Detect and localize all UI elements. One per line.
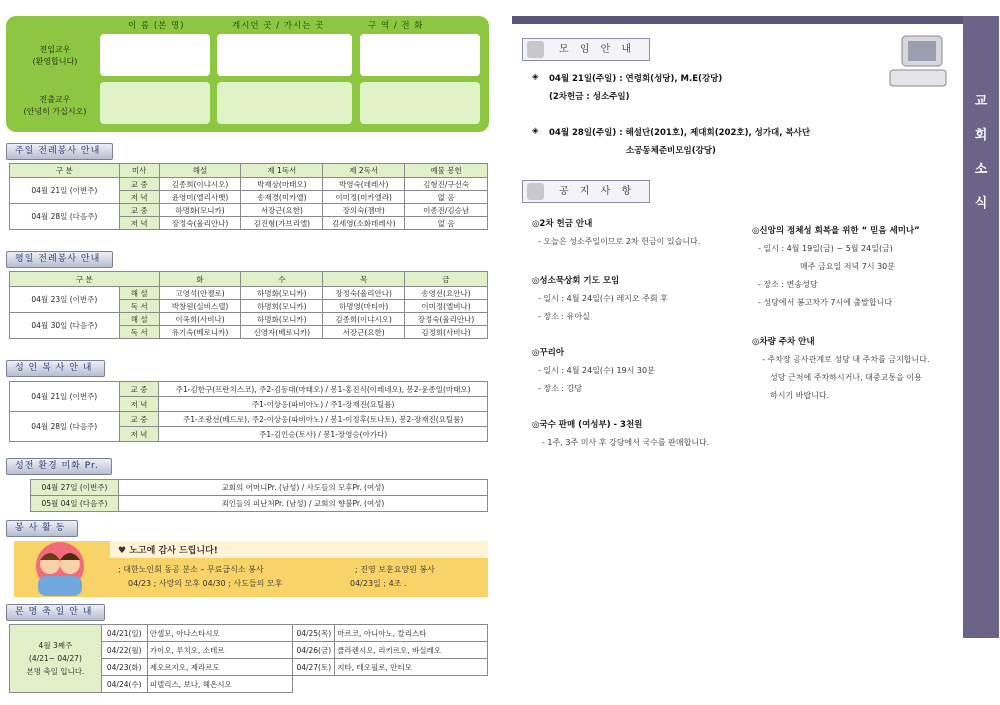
table-cell: 하명희(모니카)	[241, 300, 323, 313]
feast-date: 04/24(수)	[101, 676, 147, 693]
service-line2-left: 04/23 ; 사랑의 모후 04/30 ; 사도들의 모후	[128, 579, 283, 588]
sunday-liturgy-table	[9, 163, 488, 230]
weekday-liturgy-table	[9, 271, 488, 339]
notice-line: 매주 금요일 저녁 7시 30분	[800, 262, 895, 271]
table-cell: 김세영(소화데레사)	[323, 217, 405, 230]
date-cell: 04월 21일 (이번주)	[10, 178, 120, 204]
table-cell: 김형진/구선숙	[405, 178, 488, 191]
table-cell: 송영선(요안나)	[405, 287, 488, 300]
feast-names: 안셀모, 아나스타시오	[147, 625, 293, 642]
col-header: 미사	[119, 164, 159, 178]
bodies	[38, 576, 82, 596]
notices-title	[522, 180, 650, 203]
col-header: 구 분	[10, 272, 160, 287]
service-line1-left: ; 대한노인회 동공 분소 – 무료급식소 봉사	[118, 565, 264, 574]
directory-in-place-field[interactable]	[217, 34, 352, 76]
table-cell: 하명화(모니카)	[159, 204, 241, 217]
environment-table	[30, 479, 488, 512]
feast-date: 04/27(토)	[293, 659, 335, 676]
mass-cell: 교 중	[119, 178, 159, 191]
notice-line: - 장소 : 강당	[538, 384, 583, 393]
table-cell: 장정숙(율리안나)	[405, 313, 488, 326]
feast-date: 04/26(금)	[293, 642, 335, 659]
notice-line: - 일시 : 4월 24일(수) 19시 30분	[538, 366, 655, 375]
mass-cell: 저 녁	[119, 427, 159, 442]
notices-title-text: 공 지 사 항	[559, 186, 636, 197]
table-cell: 없 음	[405, 191, 488, 204]
date-cell: 04월 27일 (이번주)	[31, 480, 119, 496]
directory-out-name-field[interactable]	[100, 82, 210, 124]
feast-date: 04/25(목)	[293, 625, 335, 642]
table-cell: 없 음	[405, 217, 488, 230]
table-cell: 송재경(미카엘)	[241, 191, 323, 204]
side-tab-char: 소	[974, 162, 988, 177]
directory-in-contact-field[interactable]	[360, 34, 480, 76]
feast-date: 04/21(일)	[101, 625, 147, 642]
table-cell: 주1-이상응(파비아노) / 주1-장재진(요틸룸)	[159, 397, 488, 412]
notice-line: - 장소 : 유아실	[538, 312, 590, 321]
notice-line: - 일시 : 4월 24일(수) 레지오 주회 후	[538, 294, 668, 303]
meeting-line: (2차헌금 : 성소주일)	[549, 92, 630, 102]
couple-illustration	[20, 538, 100, 602]
date-cell: 04월 28일 (다음주)	[10, 204, 120, 230]
service-line1-right: ; 진영 보훈요양원 봉사	[355, 565, 435, 574]
computer-icon	[884, 30, 954, 92]
directory-header-contact: 구 역 / 전 화	[368, 21, 424, 31]
header-band	[512, 16, 964, 24]
notice-line: - 주차장 공사관계로 성당 내 주차를 금지합니다.	[762, 355, 930, 364]
table-cell: 박창원(실비스텔)	[159, 300, 241, 313]
table-cell: 김진형(가브리엘)	[241, 217, 323, 230]
empty-cell	[293, 676, 335, 693]
table-cell: 박영숙(데레사)	[323, 178, 405, 191]
directory-header-place: 계시던 곳 / 가시는 곳	[232, 21, 325, 31]
col-header: 구 분	[10, 164, 120, 178]
table-cell: 김종희(이냐시오)	[323, 313, 405, 326]
environment-title: 성전 환경 미화 Pr.	[6, 458, 112, 475]
label-line: (안녕히 가십시오)	[23, 107, 87, 116]
directory-in-name-field[interactable]	[100, 34, 210, 76]
mass-cell: 저 녁	[119, 397, 159, 412]
table-cell: 이종진/김승남	[405, 204, 488, 217]
mass-cell: 저 녁	[119, 191, 159, 204]
notice-title: ◎차량 주차 안내	[752, 337, 815, 347]
table-cell: 주1-김한구(프란치스코), 주2-김동대(마태오) / 봉1-홍진식(이레네오), 봉2-윤종일(마태오)	[159, 382, 488, 397]
col-header: 화	[159, 272, 241, 287]
service-thanks: ♥ 노고에 감사 드립니다!	[118, 546, 218, 556]
table-cell: 서장근(요한)	[323, 326, 405, 339]
feast-week-line: 본명 축일 입니다.	[26, 667, 85, 676]
table-cell: 교회의 어머니Pr. (남성) / 사도들의 모후Pr. (여성)	[118, 480, 487, 496]
notice-title: ◎신앙의 정체성 회복을 위한 “ 믿음 세미나”	[752, 226, 920, 236]
meeting-line: 04월 21일(주일) : 연령회(성당), M.E(강당)	[549, 74, 723, 84]
table-cell: 주1-김인승(토사) / 봉1-장영승(아가다)	[159, 427, 488, 442]
label-line: 전입교우	[39, 45, 71, 54]
sunday-liturgy-title: 주일 전례봉사 안내	[6, 143, 113, 160]
empty-cell	[335, 676, 488, 693]
feast-names: 지타, 테오필로, 안티모	[335, 659, 488, 676]
col-header: 수	[241, 272, 323, 287]
notice-line: - 오늘은 성소주일이므로 2차 헌금이 있습니다.	[538, 237, 701, 246]
table-cell: 이미정(미카엘라)	[323, 191, 405, 204]
col-header: 목	[323, 272, 405, 287]
feast-names: 가이오, 루치오, 소테르	[147, 642, 293, 659]
table-cell: 서장근(요한)	[241, 204, 323, 217]
mass-cell: 교 중	[119, 382, 159, 397]
directory-out-place-field[interactable]	[217, 82, 352, 124]
meeting-title	[522, 38, 650, 61]
table-cell: 김정희(사비나)	[405, 326, 488, 339]
feast-names: 클라렌시오, 리키르오, 바실레오	[335, 642, 488, 659]
table-cell: 이옥희(사비나)	[159, 313, 241, 326]
feast-date: 04/22(월)	[101, 642, 147, 659]
notice-title: ◎성소묵상회 기도 모임	[532, 276, 620, 286]
side-tab-char: 교	[974, 94, 988, 109]
notice-line: - 일시 : 4월 19일(금) ~ 5월 24일(금)	[758, 244, 893, 253]
directory-out-contact-field[interactable]	[360, 82, 480, 124]
role-cell: 독 서	[119, 326, 159, 339]
date-cell: 04월 23일 (이번주)	[10, 287, 120, 313]
notice-line: - 1주, 3주 미사 후 강당에서 국수를 판매합니다.	[542, 438, 710, 447]
feast-date: 04/23(화)	[101, 659, 147, 676]
col-header: 제 2독서	[323, 164, 405, 178]
feast-title: 본 명 축 일 안 내	[6, 604, 105, 621]
role-cell: 독 서	[119, 300, 159, 313]
weekday-liturgy-title: 평일 전례봉사 안내	[6, 251, 113, 268]
directory-header-name: 이 름 (본 명)	[128, 21, 185, 31]
table-cell: 장정숙(율리안나)	[159, 217, 241, 230]
meeting-title-text: 모 임 안 내	[559, 44, 636, 55]
screen-shape	[908, 41, 936, 61]
notice-line: - 성당에서 봉고차가 7시에 출발합니다	[758, 298, 893, 307]
feast-names: 마르코, 아니아노, 칼리스타	[335, 625, 488, 642]
table-cell: 고영석(안젤로)	[159, 287, 241, 300]
feast-week-line: 4월 3째주	[38, 641, 73, 650]
col-header: 해설	[159, 164, 241, 178]
role-cell: 해 설	[119, 313, 159, 326]
notice-line: 하시기 바랍니다.	[770, 391, 830, 400]
table-cell: 이미정(엘비나)	[405, 300, 488, 313]
table-cell: 박재상(마태오)	[241, 178, 323, 191]
notice-title: ◎국수 판매 (여성부) - 3천원	[532, 420, 643, 430]
mass-cell: 교 중	[119, 412, 159, 427]
table-cell: 주1-조광선(베드로), 주2-이상응(파비아노) / 봉1-이정후(토나토), 봉2-장재진(요틸룸)	[159, 412, 488, 427]
label-line: 전출교우	[39, 95, 71, 104]
meeting-line: 04월 28일(주일) : 해설단(201호), 제대회(202호), 성가대, 복사단	[549, 128, 811, 138]
directory-row-out-label	[14, 94, 96, 118]
service-title: 봉 사 활 동	[6, 520, 78, 537]
feast-week-line: (4/21~ 04/27)	[28, 654, 82, 663]
table-cell: 유기숙(베로니카)	[159, 326, 241, 339]
table-cell: 신영자(베로니카)	[241, 326, 323, 339]
mass-cell: 교 중	[119, 204, 159, 217]
table-cell: 하명영(마티아)	[323, 300, 405, 313]
date-cell: 05월 04일 (다음주)	[31, 496, 119, 512]
date-cell: 04월 30일 (다음주)	[10, 313, 120, 339]
notice-title: ◎꾸리아	[532, 348, 565, 358]
keyboard-shape	[890, 70, 946, 86]
table-cell: 김종희(이냐시오)	[159, 178, 241, 191]
side-tab	[963, 16, 999, 638]
mass-cell: 저 녁	[119, 217, 159, 230]
col-header: 제 1독서	[241, 164, 323, 178]
meeting-bullet: ◈	[532, 126, 539, 136]
meeting-bullet: ◈	[532, 72, 539, 82]
person-icon	[527, 41, 544, 58]
service-line2-right: 04/23일 ; 4조 .	[350, 579, 407, 588]
table-cell: 하명화(모니카)	[241, 313, 323, 326]
table-cell: 하명화(모니카)	[241, 287, 323, 300]
feast-names: 피델리스, 보나, 헤온시오	[147, 676, 293, 693]
col-header: 예물 봉헌	[405, 164, 488, 178]
notice-title: ◎2차 헌금 안내	[532, 219, 593, 229]
date-cell: 04월 21일 (이번주)	[10, 382, 120, 412]
feast-week-cell	[10, 625, 102, 693]
notice-line: - 장소 : 변송성당	[758, 280, 818, 289]
feast-table	[9, 624, 488, 693]
side-tab-char: 회	[974, 128, 988, 143]
date-cell: 04월 28일 (다음주)	[10, 412, 120, 442]
role-cell: 해 설	[119, 287, 159, 300]
altar-servers-title: 성 인 복 사 안 내	[6, 360, 105, 377]
col-header: 금	[405, 272, 488, 287]
table-cell: 윤영미(엘리사벳)	[159, 191, 241, 204]
table-cell: 죄인들의 피난처Pr. (남성) / 교회의 향불Pr. (여성)	[118, 496, 487, 512]
altar-servers-table	[9, 381, 488, 442]
table-cell: 장정숙(율리안나)	[323, 287, 405, 300]
directory-row-in-label	[14, 44, 96, 68]
label-line: (환영합니다)	[32, 57, 78, 66]
person-icon	[527, 183, 544, 200]
table-cell: 장의숙(젬마)	[323, 204, 405, 217]
notice-line: 성당 근처에 주차하시거나, 대중교통을 이용	[770, 373, 922, 382]
meeting-line: 소공동체준비모임(강당)	[626, 146, 716, 156]
feast-names: 제오르지오, 제라르도	[147, 659, 293, 676]
side-tab-char: 식	[974, 196, 988, 211]
